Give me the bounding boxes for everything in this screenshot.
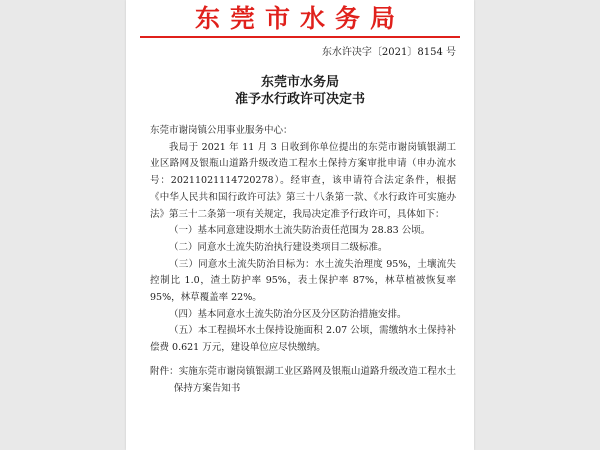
attachment-note: 附件：实施东莞市谢岗镇银湖工业区路网及银瓶山道路升级改造工程水土保持方案告知书 (150, 365, 456, 394)
title-line-2: 准予水行政许可决定书 (234, 92, 365, 107)
paragraph-item-1: （一）基本同意建设期水土流失防治责任范围为 28.83 公顷。 (169, 225, 431, 237)
paragraph-item-3: （三）同意水土流失防治目标为：水土流失治理度 95%，土壤流失控制比 1.0，渣土防护率 95%，表土保护率 87%，林草植被恢复率 95%，林草覆盖率 22%。 (150, 258, 456, 304)
document-body (150, 123, 456, 397)
document-number: 东水许决字〔2021〕8154 号 (321, 47, 456, 58)
title-line-1: 东莞市水务局 (260, 75, 339, 90)
paragraph-item-2: （二）同意水土流失防治执行建设类项目二级标准。 (169, 241, 388, 253)
document-page (126, 0, 474, 450)
red-divider (140, 36, 460, 38)
paragraph-intro: 我局于 2021 年 11 月 3 日收到你单位提出的东莞市谢岗镇银湖工业区路网及银瓶山道路升级改造工程水土保持方案审批申请（申办流水号：20211021114720278）。经审查，该申请符合法定条件，根据《中华人民共和国行政许可法》第三十八条第一款、《水行政许可实施办法》第三十二条第一项有关规定，我局决定准予行政许可，具体如下： (150, 141, 456, 220)
paragraph-item-4: （四）基本同意水土流失防治分区及分区防治措施安排。 (169, 308, 407, 320)
issuer-header: 东莞市水务局 (194, 4, 405, 33)
paragraph-item-5: （五）本工程损坏水土保持设施面积 2.07 公顷，需缴纳水土保持补偿费 0.621 万元，建设单位应尽快缴纳。 (150, 325, 456, 354)
recipient: 东莞市谢岗镇公用事业服务中心： (150, 125, 293, 136)
